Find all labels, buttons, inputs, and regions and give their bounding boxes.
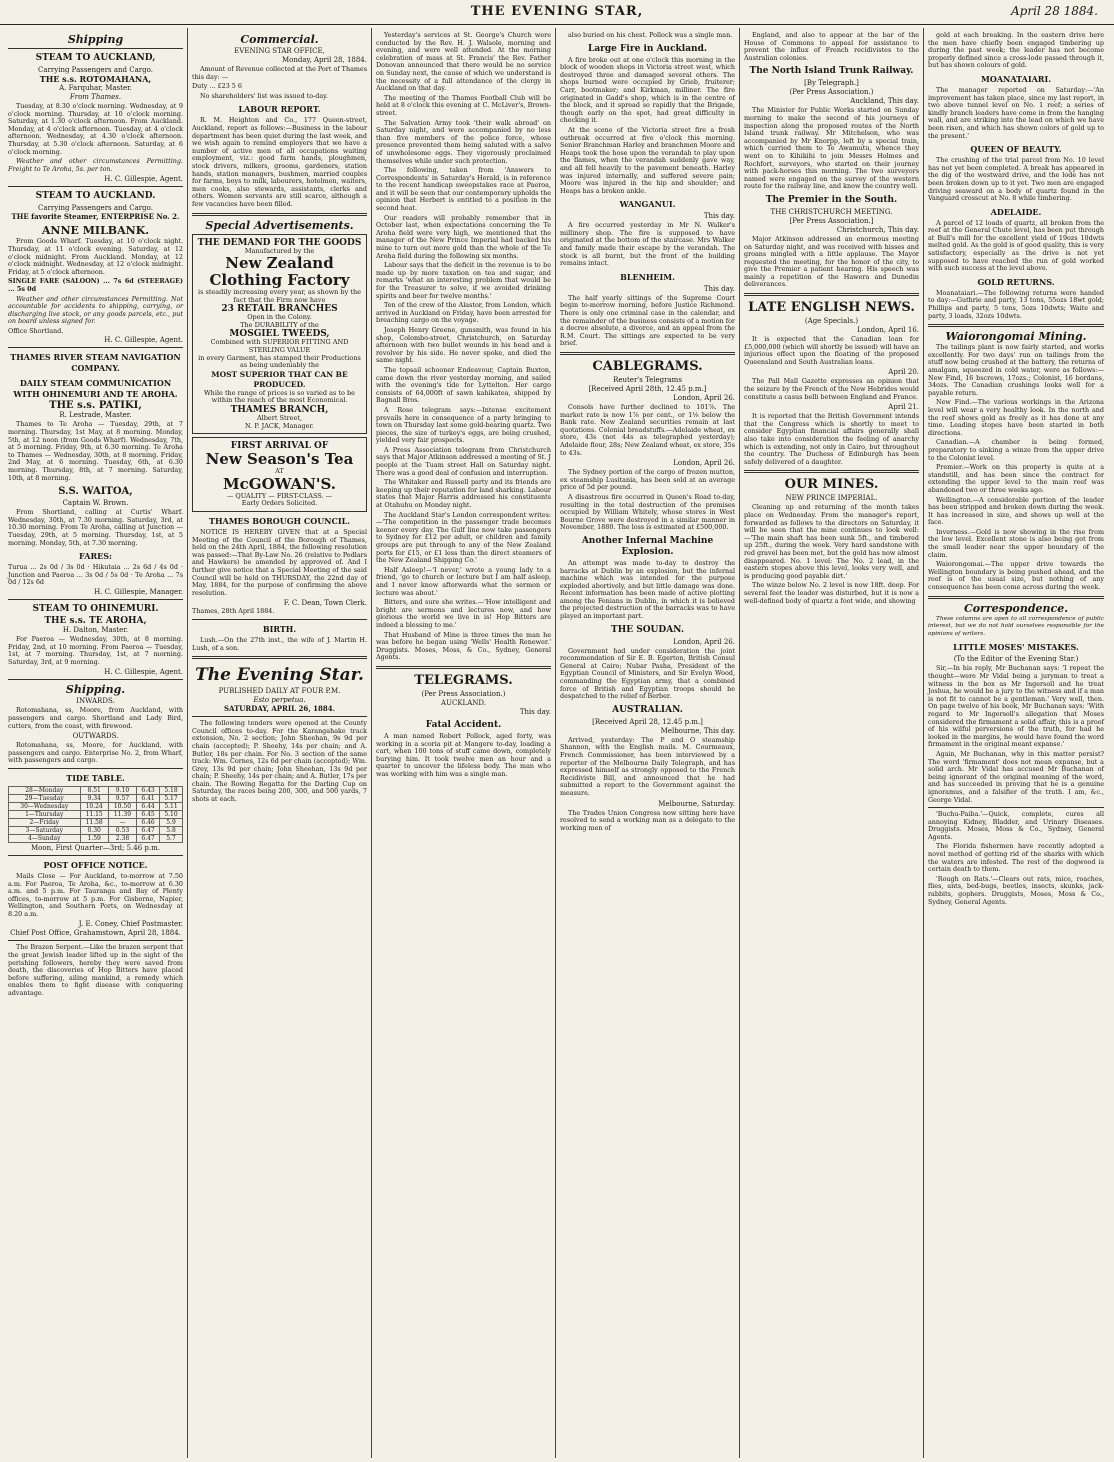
soudan-heading: THE SOUDAN.	[611, 624, 684, 635]
gold-returns-heading: GOLD RETURNS.	[977, 276, 1055, 287]
ad-demand: THE DEMAND FOR THE GOODS	[197, 237, 362, 248]
tide-row	[9, 802, 183, 810]
melbourne-text: The Trades Union Congress now sitting here have resolved to send a working man as a delegate to the working men of	[560, 808, 735, 832]
infernal-heading: Another Infernal Machine Explosion.	[581, 535, 714, 557]
column-6	[924, 28, 1108, 1458]
masthead-date: April 28 1884.	[1010, 4, 1098, 18]
australian-heading: AUSTRALIAN.	[612, 704, 683, 715]
ad-manufactured: Manufactured by the	[244, 246, 315, 255]
canadian-text: Canadian.—A chamber is being formed, preparatory to sinking a winze from the upper drive to the Colonist level.	[928, 438, 1104, 462]
gold-breaking-text: gold at each breaking. In the eastern drive here the men have chiefly been engaged timbering up during the past week; the leader has not become properly defined since a cross-lode passed through it, but has shown colours of gold.	[928, 31, 1104, 70]
tide-row	[9, 834, 183, 842]
council-date: Thames, 28th April 1884.	[192, 607, 275, 616]
london-corr-text: The Auckland Star's London correspondent writes:—'The competition in the passenger trade becomes keener every day. The Gulf line now take passengers to Sydney for £12 per adult, or children and family groups are put through to any of the New Zealand ports for £15, or £1 less than the direct steamers of the New Zealand Shipping Co.'	[376, 510, 551, 565]
tide-cell: 5.11	[160, 802, 183, 810]
council-heading: THAMES BOROUGH COUNCIL.	[208, 516, 351, 526]
steam-auckland-heading: STEAM TO AUCKLAND,	[35, 53, 156, 63]
moanataiari-text: The manager reported on Saturday:—'An improvement has taken place, since my last report, in two above tunnel level on No. 1 reef; a series of kindly branch leaders have come in from the hanging wall, and are striking into the lead on which we have been risen, and which has shown colors of gold up to the present.'	[928, 85, 1104, 140]
ship-enterprise: THE favorite Steamer, ENTERPRISE No. 2.	[11, 212, 180, 222]
premier-heading: The Premier in the South.	[765, 194, 898, 205]
tide-cell: 6.45	[137, 810, 160, 818]
ad-factory-name: New Zealand Clothing Factory	[209, 254, 350, 290]
press-assoc-text: A Press Association telegram from Christchurch says that Major Atkinson addressed a meeting of St. J people at the Tuam street Hall on Saturday night. There was a good deal of confusion and interruption.	[376, 445, 551, 477]
ship-patiki-schedule: Thames to Te Aroha — Tuesday, 29th, at 7 morning. Thursday, 1st May, at 8 morning. Monday, 5th, at 12 noon (from Goods Wharf). Wednesday, 7th, at 5 morning. Friday, 9th, at 6.30 morning. Te Aroha to Thames — Wednesday, 30th, at 8 morning. Friday, 2nd May, at 6 morning. Tuesday, 6th, at 6.30 morning. Thursday, 8th, at 7 morning. Saturday, 10th, at 8 morning.	[8, 420, 183, 482]
cablegrams-text: Consols have further declined to 101⅞. The market rate is now 1⅞ per cent., or 1⅛ below the Bank rate. New Zealand securities remain at last quotations. Colonial breadstuffs.—Adelaide wheat, ex store, 43s (not 44s as telegraphed yesterday); Adelaide flour, 28s; New Zealand wheat, ex store, 35s to 43s.	[560, 403, 735, 457]
tide-cell: 5.8	[160, 826, 183, 834]
buchu-ad: 'Buchu-Paiba.'—Quick, complete, cures all annoying Kidney, Bladder, and Urinary Diseases. Druggists. Moses, Moss & Co., Sydney, General Agents.	[928, 810, 1104, 841]
news-text: The following tenders were opened at the County Council offices to-day. For the Karangahake track extension, No. 2 section; John Sheehan, 9s 9d per chain (accepted); P. Sheehy, 14s per chain; and A. Butler, 18s per chain. For No. 3 section of the same track: Wm. Cornes, 12s 6d per chain (accepted); Wm. Grey, 13s 9d per chain; John Sheehan, 13s 9d per chain; P. Sheehy, 14s per chain; and A. Butler, 17s per chain. The Rowing Regatta for the Darling Cup on Saturday, the races being 200, 300, and 500 yards, 7 shots at each.	[192, 719, 367, 804]
masthead	[0, 0, 1114, 25]
australian-place: Melbourne, This day.	[660, 726, 735, 735]
late-news-sub: (Age Specials.)	[804, 317, 859, 326]
ad-durability: The DURABILITY of the	[240, 320, 319, 329]
tide-cell: 5.10	[160, 810, 183, 818]
tea-orders: Early Orders Solicited.	[241, 499, 318, 508]
tide-cell: 1—Thursday	[9, 810, 81, 818]
column-1	[4, 28, 188, 1458]
outwards-text: Rotomahana, ss, Moore, for Auckland, with passengers and cargo. Enterprise No. 2, from Wharf, with passengers and cargo.	[8, 741, 183, 765]
labour-text: R. M. Heighton and Co., 177 Queen-street, Auckland, report as follows:—Business in the labour department has been quiet during the last week, and we wish again to remind employers that we have a number of active men of all occupations waiting employment, viz.: good farm hands, ploughmen, stock drivers, milkers, grooms, gardeners, station hands, station managers, bushmen, married couples for farms, boys to milk, labourers, hotelmen, waiters, men cooks, also stewards, assistants, clerks and others. Women servants are still scarce, although a few vacancies have been filled.	[192, 116, 367, 208]
fares-heading: FARES:	[79, 551, 112, 562]
mines-heading: OUR MINES.	[784, 477, 879, 493]
cablegrams-sub: Reuter's Telegrams	[613, 376, 682, 384]
services-text: Yesterday's services at St. George's Church were conducted by the Rev. H. J. Walsole, morning and evening, and were well attended. At the morning celebration of mass at St. Francis' the Rev. Father Donovan announced that there would be no service on Sunday next, the cause of which we understand is the necessity of a full attendance of the clergy in Auckland on that day.	[376, 31, 551, 93]
late-news-text: It is expected that the Canadian loan for £5,000,000 (which will shortly be issued) will have an injurious effect upon the floating of the proposed Queensland and South Australian loans.	[744, 335, 919, 366]
cablegrams-received: [Received April 28th, 12.45 p.m.]	[588, 385, 707, 393]
soudan-text: Government had under consideration the joint recommendation of Sir E. B. Egerton, British Consul General at Cairo; Nubar Pasha, President of the Egyptian Council of Ministers, and Sir Evelyn Wood, commanding the Egyptian army, that a combined force of British and Egyptian troops should be despatched to the relief of Berber.	[560, 646, 735, 701]
tide-cell: 8.51	[80, 786, 108, 794]
ad-manager: N. P. JACK, Manager.	[245, 421, 314, 430]
adelaide-heading: ADELAIDE.	[990, 206, 1042, 217]
ad-thames-branch: THAMES BRANCH,	[230, 405, 329, 416]
cablegrams-place: London, April 26.	[673, 394, 735, 402]
duty-line: Duty ... £23 5 6	[192, 82, 242, 91]
tide-cell: 6.47	[137, 826, 160, 834]
tide-cell: 5.7	[160, 834, 183, 842]
tide-table	[8, 786, 183, 843]
ship-patiki: THE s.s. PATIKI,	[49, 400, 142, 412]
post-office-heading: POST OFFICE NOTICE.	[43, 859, 148, 870]
infernal-text: An attempt was made to-day to destroy the barracks at Dublin by an explosion, but the infernal machine which was intended for the purpose exploded abortively, and but little damage was done. Recent information has been made of active plotting among the Fenians in Dublin, in which it is believed the projected destruction of the barracks was to have played an important part.	[560, 558, 735, 621]
commercial-heading: Commercial.	[240, 33, 319, 46]
trunk-place: Auckland, This day.	[850, 97, 919, 106]
moses-text-2: Again, Mr Buchanan, why in this matter persist? The word 'firmament' does not mean expanse, but a solid arch. Mr Vidal has accused Mr Buchanan of being ignorant of the original meaning of the word, and has succeeded in proving that he is a genuine ignoramus, and a falsifier of the truth. I am, &c., George Vidal.	[928, 749, 1104, 804]
outwards-heading: OUTWARDS.	[72, 732, 119, 741]
moses-sub: (To the Editor of the Evening Star.)	[953, 655, 1079, 664]
new-find-text: New Find.—The various workings in the Arizona level will wear a very healthy look. In the north and the reef shows gold as freely as it has done at any time. Leading stopes have been started in both directions.	[928, 398, 1104, 437]
tea-shop: McGOWAN'S.	[223, 474, 336, 493]
special-ads-heading: Special Advertisements.	[205, 218, 354, 232]
tea-first-arrival: FIRST ARRIVAL OF	[230, 441, 329, 452]
telegrams-day: This day.	[519, 707, 551, 716]
telegrams-sub: (Per Press Association.)	[421, 689, 506, 698]
fares-note: Weather and other circumstances Permitting. Not accountable for accidents to shipping, carrying, or discharging live stock, or any goods parcels, etc., put on board unless signed for.	[8, 294, 183, 326]
tide-cell: 5.9	[160, 818, 183, 826]
tide-cell: 10.50	[108, 802, 136, 810]
revenue-text: Amount of Revenue collected at the Port of Thames this day: —	[192, 65, 367, 81]
post-office-date: Chief Post Office, Grahamstown, April 28, 1884.	[10, 929, 181, 938]
premier-sub: THE CHRISTCHURCH MEETING.	[770, 207, 893, 216]
tide-row	[9, 786, 183, 794]
bitters-text: Bitters, and sure she writes.—'How intelligent and bright are sermons and lectures now, and how glorious the world we live in is! Hop Bitters are indeed a blessing to me.'	[376, 598, 551, 629]
tide-cell: —	[108, 818, 136, 826]
wellington-text: Wellington.—A considerable portion of the leader has been stripped and broken down during the week. It has increased in size, and shows up well at the face.	[928, 495, 1104, 527]
wanganui-heading: WANGANUI.	[619, 199, 676, 210]
daily-comm-heading: DAILY STEAM COMMUNICATION WITH OHINEMURI AND TE AROHA.	[13, 378, 178, 400]
ad-tweeds: MOSGIEL TWEEDS,	[229, 329, 330, 340]
tide-cell: 11.58	[80, 818, 108, 826]
fire-heading: Large Fire in Auckland.	[587, 43, 708, 54]
steam-ohinemuri-heading: STEAM TO OHINEMURI.	[32, 603, 159, 614]
football-text: The meeting of the Thames Football Club will be held at 8 o'clock this evening at C. McLiver's, Brown-street.	[376, 93, 551, 117]
columns	[4, 28, 1110, 1458]
ship-waitoa-master: Captain W. Brown.	[62, 499, 129, 508]
fares-agent: H. C. Gillespie, Manager.	[94, 587, 183, 596]
premier-text: Major Atkinson addressed an enormous meeting on Saturday night, and was received with hisses and groans mingled with a little applause. The Mayor requested the meeting, for the honor of the city, to give the Premier a patient hearing. His speech was mainly a repetition of the Hawera and Dunedin deliverances.	[744, 234, 919, 289]
tea-title: New Season's Tea	[205, 450, 354, 469]
late-news-text-2: The Pall Mall Gazette expresses an opinion that the seizure by the French of the New Hebrides would constitute a casus belli between England and France.	[744, 377, 919, 401]
ship-waitoa: S.S. WAITOA,	[58, 486, 133, 498]
gold-returns-text: Moanataiari.—The following returns were handed to day:—Guthrie and party, 13 tons, 55ozs 18wt gold; Phillips and party, 5 tons, 5ozs 10dwts; Waite and party, 3 loads, 32ozs 10dwts.	[928, 288, 1104, 320]
telegrams-place: AUCKLAND.	[441, 698, 486, 707]
tide-row	[9, 810, 183, 818]
ship-rotomahana-master: A. Farquhar, Master.	[59, 84, 132, 92]
council-text: NOTICE IS HEREBY GIVEN that at a Special Meeting of the Council of the Borough of Thames, held on the 24th April, 1884, the following resolution was passed:—That By-Law No. 26 (relative to Pedlars and Hawkers) be amended by approved of. And I further give notice that a Special Meeting of the said Council will be held on THURSDAY, the 22nd day of May, 1884, for the purpose of confirming the above resolution.	[192, 528, 367, 597]
ship-te-aroha-master: H. Dalton, Master.	[62, 625, 129, 634]
tide-cell: 2.38	[108, 834, 136, 842]
premier-place: Christchurch, This day.	[836, 225, 919, 234]
endeavour-text: The topsail schooner Endeavour, Captain Buxton, came down the river yesterday morning, and sailed with the evening's tide for Lyttelton. Her cargo consists of 64,000ft of sawn kahikatea, shipped by Bagnall Bros.	[376, 365, 551, 405]
tide-row	[9, 794, 183, 802]
ad-fitting: Combined with SUPERIOR FITTING AND STERLING VALUE	[210, 338, 349, 355]
ship-rotomahana-note: Weather and other circumstances Permitting. Freight to Te Aroha, 5s. per ton.	[8, 157, 183, 173]
correspondence-note: These columns are open to all correspondence of public interest, but we do not hold ourselves responsible for the opinions of writers.	[928, 615, 1104, 637]
ship-rotomahana-schedule: Tuesday, at 8.30 o'clock morning. Wednesday, at 9 o'clock morning. Thursday, at 10 o'clock morning. Saturday, at 1.30 o'clock afternoon. From Auckland. Monday, at 4 o'clock afternoon. Tuesday, at 4 o'clock afternoon. Wednesday, at 4.30 o'clock afternoon. Thursday, at 5.30 o'clock afternoon. Saturday, at 6 o'clock morning.	[8, 102, 183, 156]
post-office-text: Mails Close — For Auckland, to-morrow at 7.50 a.m. For Paeroa, Te Aroha, &c., to-morrow at 6.30 a.m. and 5 p.m. For Tauranga and Bay of Plenty offices, to-morrow at 5 p.m. For Gisborne, Napier, Wellington, and Southern Ports, on Wednesday at 8.20 a.m.	[8, 871, 183, 918]
shipping-heading: Shipping	[67, 33, 124, 46]
answers-text: The following, taken from 'Answers to Correspondents' in Saturday's Herald, is in reference to the recent handicap sweepstakes race at Paeroa, and it will be seen that our contemporary upholds the opinion that Herbert is entitled to a position in the second heat.	[376, 166, 551, 213]
sydney-place: London, April 26.	[673, 459, 735, 468]
waiorongomai-text: The tailings plant is now fairly started, and works excellently. For two days' run on tailings from the stuff now being crushed at the battery, the returns of amalgam, squeezed in cold water, were as follows:—New Find, 16 bscrews, 17ozs.; Colonist, 16 bordans, 34ozs. The Canadian crushings looks well for a payable return.	[928, 343, 1104, 397]
trunk-railway-heading: The North Island Trunk Railway.	[749, 66, 914, 77]
ship-te-aroha-schedule: For Paeroa — Wednesday, 30th, at 8 morning. Friday, 2nd, at 10 morning. From Paeroa — Tuesday, 1st, at 7 morning. Thursday, 1st, at 7 morning. Saturday, 3rd, at 9 morning.	[8, 634, 183, 666]
clothing-factory-ad	[192, 234, 367, 435]
late-news-place-2: April 20.	[888, 368, 919, 377]
thames-river-heading: THAMES RIVER STEAM NAVIGATION COMPANY.	[10, 352, 181, 374]
fire-text: A fire broke out at one o'clock this morning in the block of wooden shops in Victoria street west, which destroyed three and damaged several others. The shops burned were occupied by Grieb, fruiterer; Carr, bootmaker; and Kirkman, milliner. The fire originated in Gadd's shop, which is in the centre of the block, and it spread so rapidly that the Brigade, though early on the spot, had great difficulty in checking it.	[560, 55, 735, 125]
tide-cell: 4—Sunday	[9, 834, 81, 842]
tea-quality: — QUALITY — FIRST-CLASS. —	[226, 491, 333, 500]
fire-text-2: At the scene of the Victoria street fire a fresh outbreak occurred at five o'clock this morning. Senior Branchman Harley and branchmen Moore and Heaps took the hose upon the verandah to play upon the flames, when the verandah suddenly gave way, and all fell heavily to the pavement beneath. Harley was injured internally, and suffered severe pain; Moore was injured in the hip and shoulder; and Heaps has a broken ankle.	[560, 125, 735, 195]
ship-rotomahana: THE s.s. ROTOMAHANA,	[39, 74, 152, 84]
mines-sub: NEW PRINCE IMPERIAL.	[785, 494, 878, 503]
labour-deficit-text: Labour says that the deficit in the revenue is to be made up by more taxation on tea and sugar, and remarks 'what an interesting problem that would be for the Treasurer to solve, if we avoided drinking spirits and beer for twelve months.'	[376, 261, 551, 300]
birth-text: Lush.—On the 27th inst., the wife of J. Martin H. Lush, of a son.	[192, 635, 367, 652]
mines-text: Cleaning up and returning of the month takes place on Wednesday. From the manager's report, forwarded as follows to the directors on Saturday, it will be seen that the mine continues to look well:—'The main shaft has been sunk 5ft., and timbered up 25ft., during the week. Very hard sandstone with red gravel has been met, but the gold has now almost disappeared. No. 1 level: The No. 2 lead, in the eastern stopes above this level, looks very well, and is producing good payable dirt.'	[744, 503, 919, 580]
ad-colony: Open in the Colony.	[247, 313, 312, 322]
tide-cell: 28—Monday	[9, 786, 81, 794]
wanganui-text: A fire occurred yesterday in Mr N. Walker's millinery shop. The fire is supposed to have originated at the bottom of the staircase. Mrs Walker and family made their escape by the verandah. The stock is all burnt, but the front of the building remains intact.	[560, 221, 735, 268]
florida-text: The Florida fishermen have recently adopted a novel method of getting rid of the sharks with which the waters are infested. The rest of the dogwood is certain death to them.	[928, 842, 1104, 874]
tide-cell: 11.39	[108, 810, 136, 818]
tea-ad	[192, 437, 367, 512]
inwards-heading: INWARDS.	[76, 697, 115, 706]
steam-auckland-2-sub: Carrying Passengers and Cargo.	[38, 204, 153, 213]
wanganui-day: This day.	[703, 212, 735, 221]
ship-waitoa-schedule: From Shortland, calling at Curtis' Wharf. Wednesday, 30th, at 7.30 morning. Saturday, 3rd, at 10.30 morning. From Te Aroha, calling at Junction — Tuesday, 29th, at 5 morning. Thursday, 1st, at 5 morning. Monday, 5th, at 7.30 morning.	[8, 508, 183, 547]
fatal-heading: Fatal Accident.	[425, 719, 502, 730]
paper-motto: Esto perpetua.	[253, 696, 306, 705]
tide-cell: 6.43	[137, 786, 160, 794]
paper-sub: PUBLISHED DAILY AT FOUR P.M.	[218, 687, 341, 696]
ship-anne-milbank-agent: H. C. Gillespie, Agent.	[104, 336, 183, 345]
tide-row	[9, 826, 183, 834]
ship-patiki-master: R. Lestrade, Master.	[59, 411, 132, 420]
office-heading: EVENING STAR OFFICE,	[234, 47, 325, 55]
tide-cell: 2—Friday	[9, 818, 81, 826]
prince-imperial-text: Our readers will probably remember that in October last, when expectations concerning the Te Aroha field were very high, we mentioned that the manager of the New Prince Imperial had backed his mine to turn out more gold than the whole of the Te Aroha field during the following six months.	[376, 213, 551, 260]
office-line: Office Shortland.	[8, 326, 64, 335]
waiorongomai-heading: Waiorongomai Mining.	[945, 330, 1087, 344]
ad-branches: 23 RETAIL BRANCHES	[221, 304, 338, 315]
fatal-text: A man named Robert Pollock, aged forty, was working in a scoria pit at Mangere to-day, loading a cart, when 100 tons of stuff came down, completely burying him. It took twelve men an hour and a quarter to uncover the lifeless body. The man who was working with him was a single man.	[376, 731, 551, 778]
ad-superior: MOST SUPERIOR THAT CAN BE PRODUCED.	[211, 369, 348, 389]
queen-heading: QUEEN OF BEAUTY.	[970, 144, 1062, 155]
masthead-title: THE EVENING STAR,	[470, 4, 644, 19]
queen-text: The crushing of the trial parcel from No. 10 level has not yet been completed. A break has appeared in the dig of the westward drive, and the lode has not been broken down up to it yet. Two men are engaged driving seaward on a body of quartz found in the Vanguard crosscut at No. 8 while timbering.	[928, 156, 1104, 203]
column-2	[188, 28, 372, 1458]
alastor-text: Ten of the crew of the Alastor, from London, which arrived in Auckland on Friday, have been arrested for breaching cargo on the voyage.	[376, 301, 551, 325]
ad-street: Albert Street,	[256, 414, 303, 423]
tide-moon: Moon, First Quarter—3rd; 5.46 p.m.	[31, 843, 160, 852]
gunsmith-text: Joseph Henry Greene, gunsmith, was found in his shop, Colombo-street, Christchurch, on Saturday afternoon with two bullet wounds in his head and a revolver by his side. He never spoke, and died the same night.	[376, 325, 551, 365]
late-news-text-3: It is reported that the British Government intends that the Congress which is shortly to meet to consider Egyptian financial affairs generally shall also take into consideration the feeling of anarchy which is extending, not only in Cairo, but throughout the country. The Duchess of Edinburgh has been safely delivered of a daughter.	[744, 412, 919, 466]
pollock-text: also buried on his chest. Pollock was a single man.	[568, 31, 733, 39]
salvation-army-text: The Salvation Army took 'their walk abroad' on Saturday night, and were accompanied by no less than five members of the police force, whose presence prevented them being saluted with a salvo of unwholesome eggs. They vigorously proclaimed themselves while under such protection.	[376, 118, 551, 165]
sydney-text: The Sydney portion of the cargo of frozen mutton, ex steamship Lusitania, has been sold at an average price of 5d per pound.	[560, 468, 735, 492]
moanataiari-heading: MOANATAIARI.	[981, 73, 1051, 84]
tide-cell: 0.30	[80, 826, 108, 834]
steam-auckland-2-heading: STEAM TO AUCKLAND.	[35, 191, 156, 202]
adelaide-text: A parcel of 12 loads of quartz, all broken from the reef at the General Chute level, has been put through at Bull's mill for the excellent yield of 19ozs 10dwts melted gold. As the gold is of good quality, this is very satisfactory, especially as the drive is not yet supposed to have reached the run of gold worked with such success at the level above.	[928, 218, 1104, 273]
rats-ad: 'Rough on Rats.'—Clears out rats, mice, roaches, flies, ants, bed-bugs, beetles, insects, skunks, jack-rabbits, gophers. Druggists, Moses, Moss & Co., Sydney, General Agents.	[928, 874, 1104, 906]
ship-te-aroha-agent: H. C. Gillespie, Agent.	[104, 668, 183, 677]
blenheim-day: This day.	[703, 284, 735, 293]
tide-cell: 30—Wednesday	[9, 802, 81, 810]
post-office-sign: J. E. Coney, Chief Postmaster.	[78, 920, 183, 929]
late-news-place-3: April 21.	[888, 403, 919, 412]
paper-title: The Evening Star.	[195, 665, 364, 686]
steam-auckland-sub: Carrying Passengers and Cargo.	[38, 66, 153, 74]
inwards-text: Rotomahana, ss, Moore, from Auckland, with passengers and cargo. Shortland and Lady Bird, cutters, from the coast, with firewood.	[8, 706, 183, 730]
late-news-heading: LATE ENGLISH NEWS.	[748, 300, 915, 316]
tide-row	[9, 818, 183, 826]
tide-cell: 3—Saturday	[9, 826, 81, 834]
column-4	[556, 28, 740, 1458]
office-date: Monday, April 28, 1884.	[281, 56, 367, 64]
tide-cell: 5.17	[160, 794, 183, 802]
fares-line: SINGLE FARE (SALOON) ... 7s 6d (STEERAGE) ... 5s 0d	[8, 277, 183, 293]
inverness-text: Inverness.—Gold is now showing in the rise from the low level. Excellent stone is also being got from the small leader near the upper boundary of the claim.	[928, 527, 1104, 559]
cablegrams-heading: CABLEGRAMS.	[592, 359, 703, 374]
ship-te-aroha: THE s.s. TE AROHA,	[44, 615, 147, 626]
tide-cell: 6.41	[137, 794, 160, 802]
tide-cell: 9.10	[108, 786, 136, 794]
waiorongomai-2-text: Waiorongomai.—The upper drive towards the Wellington boundary is being pushed ahead, and the reef is of the usual size, but nothing of any consequence has been come across during the week.	[928, 560, 1104, 592]
ship-rotomahana-agent: H. C. Gillespie, Agent.	[104, 175, 183, 184]
rose-telegram-text: A Rose telegram says:—Intense excitement prevails here in consequence of a party bringing to town on Thursday last some gold-bearing quartz. Two pieces, the size of turkey's eggs, are being crushed, yielded very fair prospects.	[376, 405, 551, 445]
tide-cell: 11.15	[80, 810, 108, 818]
ship-anne-milbank: ANNE MILBANK.	[41, 224, 150, 238]
tide-cell: 9.57	[108, 794, 136, 802]
whitaker-text: The Whitaker and Russell party and its friends are keeping up their reputation for land sharking. Labour states that Major Harris addressed his constituents at Otahuhu on Monday night.	[376, 478, 551, 510]
shipping-2-heading: Shipping.	[65, 683, 126, 697]
ship-anne-milbank-schedule: From Goods Wharf. Tuesday, at 10 o'clock night. Thursday, at 11 o'clock evening. Saturday, at 12 o'clock midnight. From Auckland. Monday, at 12 o'clock midnight. Wednesday, at 12 o'clock midnight. Friday, at 5 o'clock afternoon.	[8, 237, 183, 276]
ad-prices: While the range of prices is so varied as to be within the reach of the most Economical.	[204, 388, 355, 405]
labour-heading: LABOUR REPORT.	[238, 104, 321, 115]
tide-cell: 0.53	[108, 826, 136, 834]
moses-heading: LITTLE MOSES' MISTAKES.	[953, 642, 1079, 653]
half-asleep-text: Half Asleep!—'I never,' wrote a young lady to a friend, 'go to church or lecture but I am half asleep, and I never know afterwards what the sermon or lecture was about.'	[376, 565, 551, 597]
trunk-sub: [By Telegraph.]	[804, 79, 859, 88]
trunk-text: The Minister for Public Works started on Sunday morning to make the second of his journeys of inspection along the proposed routes of the North Island trunk railway. Mr Mitchelson, who was accompanied by Mr Knorpp, left by a special train, which carried them to Te Awamutu, whence they went on to Kihikihi to join Messrs Holmes and Rochfort, surveyors, who started on their journey with pack-horses this morning. The two surveyors named were engaged on the survey of the western route for the railway line, and know the country well.	[744, 106, 919, 191]
melbourne-place: Melbourne, Saturday.	[658, 799, 735, 808]
mines-text-2: The winze below No. 2 level is now 18ft. deep. For several feet the leader was disturbed, but it is now a well-defined body of quartz a foot wide, and showing	[744, 581, 919, 605]
birth-heading: BIRTH.	[262, 623, 297, 634]
column-3	[372, 28, 556, 1458]
telegrams-heading: TELEGRAMS.	[414, 672, 513, 688]
tea-at: AT	[275, 467, 284, 476]
premier-mine-text: Premier.—Work on this property is quite at a standstill, and has been since the contract for extending the upper level to the main reef was abandoned two or three weeks ago.	[928, 463, 1104, 494]
premier-sub-2: [Per Press Association.]	[789, 216, 874, 225]
australian-received: [Received April 28, 12.45 p.m.]	[592, 717, 703, 726]
tide-heading: TIDE TABLE.	[66, 772, 125, 783]
australian-text: Arrived, yesterday: The P and O steamship Shannon, with the English mails. M. Courmeaux, French Commissioner, has been interviewed by a reporter of the Melbourne Daily Telegraph, and has expressed himself as strongly opposed to the French Recidiviste Bill, and announced that he had submitted a report to the Government against the measure.	[560, 735, 735, 797]
ship-rotomahana-from: From Thames.	[69, 93, 122, 101]
fares-table: Turua ... 2s 0d / 3s 0d · Hikutaia ... 2s 6d / 4s 0d · Junction and Paeroa ... 3s 0d / 5s 0d · Te Aroha ... 7s 0d / 12s 6d	[8, 563, 183, 587]
blenheim-text: The half yearly sittings of the Supreme Court begin to-morrow morning, before Justice Richmond. There is only one criminal case in the calendar, and the remainder of the business consists of a motion for a decree absolute, a divorce, and an appeal from the R.M. Court. The sittings are expected to be very brief.	[560, 293, 735, 348]
whitely-fire-text: A disastrous fire occurred in Queen's Road to-day, resulting in the total destruction of the premises occupied by William Whitely, whose stores in West Bourne Grove were destroyed in a similar manner in November, 1880. The loss is estimated at £500,000.	[560, 492, 735, 532]
tide-cell: 29—Tuesday	[9, 794, 81, 802]
no-sheep-text: No shareholders' list was issued to-day.	[200, 91, 328, 100]
husband-text: That Husband of Mine is three times the man he was before he began using 'Wells' Health Renewer.' Druggists. Moses, Moss, & Co., Sydney, General Agents.	[376, 630, 551, 662]
paper-date: SATURDAY, APRIL 26, 1884.	[223, 704, 336, 714]
late-news-place: London, April 16.	[857, 326, 919, 335]
ad-garment: in every Garment, has stamped their Productions as being undeniably the	[198, 353, 361, 370]
tide-cell: 6.46	[137, 818, 160, 826]
ad-increasing: is steadily increasing every year, as shown by the fact that the Firm now have	[198, 288, 361, 304]
column-5	[740, 28, 924, 1458]
trunk-sub-2: (Per Press Association.)	[789, 88, 874, 97]
tide-cell: 5.18	[160, 786, 183, 794]
soudan-place: London, April 26.	[673, 637, 735, 646]
blenheim-heading: BLENHEIM.	[620, 271, 675, 282]
england-text: England, and also to appear at the bar of the House of Commons to appeal for assistance to prevent the influx of French recidivistes to the Australian colonies.	[744, 31, 919, 62]
tide-cell: 6.47	[137, 834, 160, 842]
moses-text: Sir,—In his reply, Mr Buchanan says: 'I repeat the thought—were Mr Vidal being a juryman to treat a witness in the box as Mr Ingersoll and he treat Joshua, he would be a jury to the witness and if a man is not fit to cannot be a gentleman.' Very well, then. On page twelve of his book, Mr Buchanan says: 'With regard to Mr Ingersoll's allegation that Moses considered the firmament a solid affair, this is a proof of his wilful perversions of the truth, for had he looked in the margins, he would have found the word firmament in the original meant expanse.'	[928, 664, 1104, 749]
tide-cell: 9.34	[80, 794, 108, 802]
tide-cell: 10.24	[80, 802, 108, 810]
correspondence-heading: Correspondence.	[963, 601, 1069, 615]
brazen-serpent-ad: The Brazen Serpent.—Like the brazen serpent that the great Jewish leader lifted up in the sight of the perishing followers, hereby they were saved from death, the discoveries of Hop Bitters have placed before suffering, ailing mankind, a remedy which enables them to fight disease with conquering advantage.	[8, 943, 183, 998]
tide-cell: 1.59	[80, 834, 108, 842]
tide-cell: 6.44	[137, 802, 160, 810]
council-sign: F. C. Dean, Town Clerk.	[283, 599, 367, 608]
